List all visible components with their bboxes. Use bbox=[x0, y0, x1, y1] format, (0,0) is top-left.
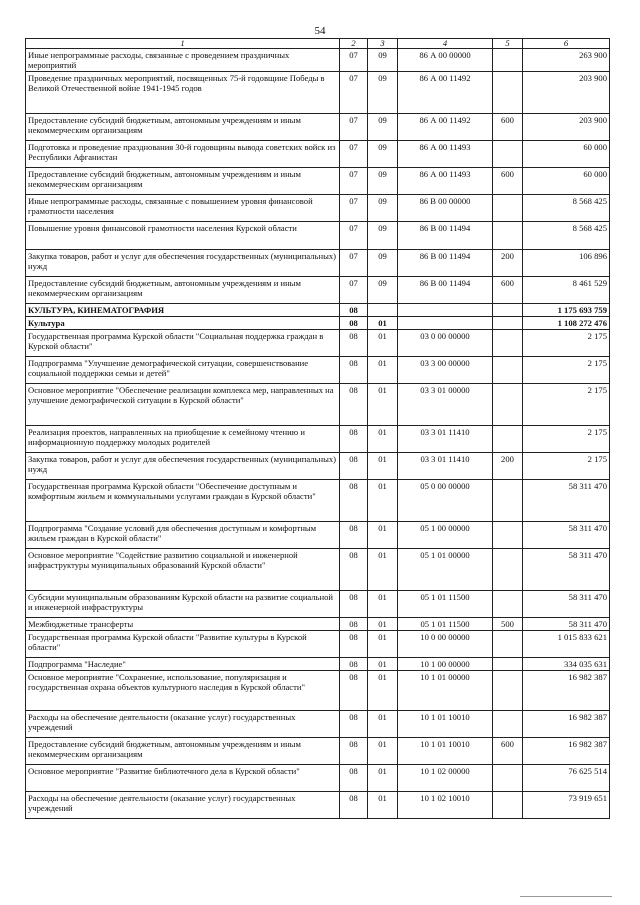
table-row bbox=[26, 671, 610, 711]
row-section: 07 bbox=[340, 195, 368, 222]
row-target-article: 05 1 01 11500 bbox=[398, 591, 493, 618]
row-expense-type: 600 bbox=[493, 277, 523, 304]
row-target-article: 86 А 00 00000 bbox=[398, 49, 493, 72]
row-expense-type bbox=[493, 480, 523, 522]
row-expense-type: 500 bbox=[493, 618, 523, 631]
table-row bbox=[26, 711, 610, 738]
row-amount: 1 108 272 476 bbox=[523, 317, 610, 330]
table-row bbox=[26, 658, 610, 671]
row-target-article: 10 1 01 00000 bbox=[398, 671, 493, 711]
row-subsection bbox=[368, 304, 398, 317]
table-row bbox=[26, 222, 610, 250]
row-name: КУЛЬТУРА, КИНЕМАТОГРАФИЯ bbox=[26, 304, 340, 317]
row-subsection: 01 bbox=[368, 738, 398, 765]
row-expense-type: 600 bbox=[493, 738, 523, 765]
row-name: Предоставление субсидий бюджетным, автономным учреждениям и иным некоммерческим организациям bbox=[26, 168, 340, 195]
row-target-article: 10 1 02 00000 bbox=[398, 765, 493, 792]
row-subsection: 09 bbox=[368, 114, 398, 141]
row-section: 07 bbox=[340, 114, 368, 141]
row-subsection: 09 bbox=[368, 195, 398, 222]
row-amount: 58 311 470 bbox=[523, 549, 610, 591]
row-expense-type bbox=[493, 222, 523, 250]
row-expense-type bbox=[493, 522, 523, 549]
row-name: Государственная программа Курской области "Социальная поддержка граждан в Курской области" bbox=[26, 330, 340, 357]
table-row bbox=[26, 480, 610, 522]
row-target-article: 05 1 00 00000 bbox=[398, 522, 493, 549]
row-subsection: 01 bbox=[368, 480, 398, 522]
row-subsection: 01 bbox=[368, 317, 398, 330]
row-amount: 263 900 bbox=[523, 49, 610, 72]
row-expense-type bbox=[493, 711, 523, 738]
row-section: 08 bbox=[340, 317, 368, 330]
row-name: Предоставление субсидий бюджетным, автономным учреждениям и иным некоммерческим организациям bbox=[26, 114, 340, 141]
row-section: 08 bbox=[340, 549, 368, 591]
row-section: 08 bbox=[340, 765, 368, 792]
table-header-row bbox=[26, 39, 610, 49]
row-subsection: 01 bbox=[368, 357, 398, 384]
row-target-article: 86 В 00 11494 bbox=[398, 250, 493, 277]
row-amount: 16 982 387 bbox=[523, 711, 610, 738]
row-amount: 334 035 631 bbox=[523, 658, 610, 671]
column-header-2: 2 bbox=[340, 39, 368, 49]
table-row bbox=[26, 384, 610, 426]
row-name: Межбюджетные трансферты bbox=[26, 618, 340, 631]
row-expense-type bbox=[493, 591, 523, 618]
row-name: Иные непрограммные расходы, связанные с повышением уровня финансовой грамотности населения bbox=[26, 195, 340, 222]
row-expense-type bbox=[493, 195, 523, 222]
row-amount: 58 311 470 bbox=[523, 522, 610, 549]
row-name: Закупка товаров, работ и услуг для обеспечения государственных (муниципальных) нужд bbox=[26, 453, 340, 480]
row-name: Подпрограмма "Улучшение демографической ситуации, совершенствование социальной поддержки семьи и детей" bbox=[26, 357, 340, 384]
row-section: 08 bbox=[340, 631, 368, 658]
row-section: 07 bbox=[340, 250, 368, 277]
row-subsection: 01 bbox=[368, 591, 398, 618]
table-row bbox=[26, 591, 610, 618]
row-section: 08 bbox=[340, 658, 368, 671]
row-section: 08 bbox=[340, 304, 368, 317]
table-row bbox=[26, 277, 610, 304]
row-section: 08 bbox=[340, 522, 368, 549]
row-subsection: 09 bbox=[368, 49, 398, 72]
row-section: 07 bbox=[340, 277, 368, 304]
table-row bbox=[26, 792, 610, 819]
row-subsection: 09 bbox=[368, 72, 398, 114]
row-target-article: 03 3 01 11410 bbox=[398, 426, 493, 453]
row-section: 07 bbox=[340, 141, 368, 168]
table-row bbox=[26, 49, 610, 72]
table-row bbox=[26, 195, 610, 222]
row-name: Подпрограмма "Наследие" bbox=[26, 658, 340, 671]
row-section: 08 bbox=[340, 357, 368, 384]
row-amount: 2 175 bbox=[523, 330, 610, 357]
row-expense-type bbox=[493, 426, 523, 453]
row-expense-type bbox=[493, 304, 523, 317]
row-subsection: 01 bbox=[368, 549, 398, 591]
column-header-6: 6 bbox=[523, 39, 610, 49]
row-amount: 58 311 470 bbox=[523, 591, 610, 618]
row-amount: 2 175 bbox=[523, 384, 610, 426]
table-row bbox=[26, 549, 610, 591]
row-target-article: 03 3 01 11410 bbox=[398, 453, 493, 480]
row-name: Иные непрограммные расходы, связанные с проведением праздничных мероприятий bbox=[26, 49, 340, 72]
row-expense-type bbox=[493, 792, 523, 819]
row-amount: 16 982 387 bbox=[523, 738, 610, 765]
row-expense-type bbox=[493, 658, 523, 671]
row-target-article bbox=[398, 317, 493, 330]
table-row bbox=[26, 250, 610, 277]
row-subsection: 01 bbox=[368, 384, 398, 426]
row-target-article: 86 А 00 11493 bbox=[398, 168, 493, 195]
row-amount: 2 175 bbox=[523, 357, 610, 384]
row-subsection: 01 bbox=[368, 658, 398, 671]
row-name: Подпрограмма "Создание условий для обеспечения доступным и комфортным жильем граждан в Курской области" bbox=[26, 522, 340, 549]
column-header-1: 1 bbox=[26, 39, 340, 49]
row-section: 08 bbox=[340, 618, 368, 631]
table-row bbox=[26, 72, 610, 114]
row-section: 08 bbox=[340, 711, 368, 738]
row-amount: 58 311 470 bbox=[523, 480, 610, 522]
row-expense-type bbox=[493, 671, 523, 711]
row-expense-type bbox=[493, 72, 523, 114]
row-subsection: 01 bbox=[368, 618, 398, 631]
row-subsection: 01 bbox=[368, 453, 398, 480]
column-header-3: 3 bbox=[368, 39, 398, 49]
row-subsection: 01 bbox=[368, 522, 398, 549]
row-name: Реализация проектов, направленных на приобщение к семейному чтению и информационную поддержку молодых родителей bbox=[26, 426, 340, 453]
row-amount: 203 900 bbox=[523, 72, 610, 114]
row-name: Подготовка и проведение празднования 30-й годовщины вывода советских войск из Республики Афганистан bbox=[26, 141, 340, 168]
row-target-article: 05 1 01 00000 bbox=[398, 549, 493, 591]
row-target-article: 03 3 00 00000 bbox=[398, 357, 493, 384]
table-row bbox=[26, 168, 610, 195]
row-section: 07 bbox=[340, 49, 368, 72]
footer-line bbox=[520, 896, 612, 897]
row-subsection: 01 bbox=[368, 426, 398, 453]
row-section: 08 bbox=[340, 384, 368, 426]
row-name: Основное мероприятие "Обеспечение реализации комплекса мер, направленных на улучшение демографической ситуации в Курской области" bbox=[26, 384, 340, 426]
row-subsection: 09 bbox=[368, 141, 398, 168]
row-amount: 73 919 651 bbox=[523, 792, 610, 819]
row-name: Государственная программа Курской области "Обеспечение доступным и комфортным жильем и коммунальными услугами граждан в Курской области" bbox=[26, 480, 340, 522]
row-subsection: 01 bbox=[368, 792, 398, 819]
row-amount: 8 461 529 bbox=[523, 277, 610, 304]
row-amount: 106 896 bbox=[523, 250, 610, 277]
table-row bbox=[26, 114, 610, 141]
row-section: 07 bbox=[340, 168, 368, 195]
row-amount: 203 900 bbox=[523, 114, 610, 141]
page-number: 54 bbox=[314, 25, 326, 37]
row-subsection: 01 bbox=[368, 765, 398, 792]
row-target-article: 86 А 00 11492 bbox=[398, 114, 493, 141]
row-amount: 58 311 470 bbox=[523, 618, 610, 631]
row-expense-type: 200 bbox=[493, 250, 523, 277]
row-target-article: 05 0 00 00000 bbox=[398, 480, 493, 522]
row-name: Предоставление субсидий бюджетным, автономным учреждениям и иным некоммерческим организациям bbox=[26, 277, 340, 304]
row-section: 08 bbox=[340, 738, 368, 765]
row-name: Культура bbox=[26, 317, 340, 330]
row-name: Основное мероприятие "Содействие развитию социальной и инженерной инфраструктуры муниципальных образований Курской области" bbox=[26, 549, 340, 591]
row-expense-type bbox=[493, 330, 523, 357]
row-target-article bbox=[398, 304, 493, 317]
row-amount: 60 000 bbox=[523, 168, 610, 195]
row-expense-type bbox=[493, 765, 523, 792]
row-expense-type bbox=[493, 49, 523, 72]
row-expense-type bbox=[493, 317, 523, 330]
row-expense-type: 200 bbox=[493, 453, 523, 480]
row-name: Расходы на обеспечение деятельности (оказание услуг) государственных учреждений bbox=[26, 711, 340, 738]
row-expense-type bbox=[493, 631, 523, 658]
row-name: Государственная программа Курской области "Развитие культуры в Курской области" bbox=[26, 631, 340, 658]
row-target-article: 10 0 00 00000 bbox=[398, 631, 493, 658]
row-amount: 1 175 693 759 bbox=[523, 304, 610, 317]
column-header-5: 5 bbox=[493, 39, 523, 49]
row-amount: 60 000 bbox=[523, 141, 610, 168]
row-section: 07 bbox=[340, 72, 368, 114]
budget-table bbox=[25, 38, 610, 819]
row-subsection: 01 bbox=[368, 330, 398, 357]
table-row bbox=[26, 631, 610, 658]
row-amount: 2 175 bbox=[523, 453, 610, 480]
row-name: Повышение уровня финансовой грамотности населения Курской области bbox=[26, 222, 340, 250]
row-expense-type bbox=[493, 141, 523, 168]
table-row bbox=[26, 453, 610, 480]
table-row bbox=[26, 330, 610, 357]
row-subsection: 01 bbox=[368, 631, 398, 658]
row-target-article: 10 1 02 10010 bbox=[398, 792, 493, 819]
row-target-article: 86 В 00 00000 bbox=[398, 195, 493, 222]
row-subsection: 09 bbox=[368, 168, 398, 195]
table-row bbox=[26, 618, 610, 631]
row-target-article: 10 1 01 10010 bbox=[398, 711, 493, 738]
row-name: Закупка товаров, работ и услуг для обеспечения государственных (муниципальных) нужд bbox=[26, 250, 340, 277]
row-name: Основное мероприятие "Развитие библиотечного дела в Курской области" bbox=[26, 765, 340, 792]
row-name: Предоставление субсидий бюджетным, автономным учреждениям и иным некоммерческим организациям bbox=[26, 738, 340, 765]
row-expense-type: 600 bbox=[493, 168, 523, 195]
row-name: Расходы на обеспечение деятельности (оказание услуг) государственных учреждений bbox=[26, 792, 340, 819]
row-target-article: 86 В 00 11494 bbox=[398, 222, 493, 250]
row-subsection: 09 bbox=[368, 222, 398, 250]
table-row bbox=[26, 426, 610, 453]
row-section: 08 bbox=[340, 792, 368, 819]
row-section: 08 bbox=[340, 591, 368, 618]
row-amount: 1 015 833 621 bbox=[523, 631, 610, 658]
row-target-article: 05 1 01 11500 bbox=[398, 618, 493, 631]
row-target-article: 10 1 01 10010 bbox=[398, 738, 493, 765]
row-expense-type bbox=[493, 384, 523, 426]
row-target-article: 86 А 00 11493 bbox=[398, 141, 493, 168]
row-subsection: 09 bbox=[368, 277, 398, 304]
row-expense-type bbox=[493, 549, 523, 591]
row-amount: 2 175 bbox=[523, 426, 610, 453]
row-amount: 8 568 425 bbox=[523, 195, 610, 222]
row-subsection: 01 bbox=[368, 671, 398, 711]
row-amount: 76 625 514 bbox=[523, 765, 610, 792]
table-row bbox=[26, 141, 610, 168]
row-subsection: 01 bbox=[368, 711, 398, 738]
row-target-article: 03 0 00 00000 bbox=[398, 330, 493, 357]
table-row bbox=[26, 357, 610, 384]
row-subsection: 09 bbox=[368, 250, 398, 277]
column-header-4: 4 bbox=[398, 39, 493, 49]
row-amount: 16 982 387 bbox=[523, 671, 610, 711]
table-row bbox=[26, 522, 610, 549]
row-expense-type: 600 bbox=[493, 114, 523, 141]
row-section: 07 bbox=[340, 222, 368, 250]
row-section: 08 bbox=[340, 671, 368, 711]
row-target-article: 03 3 01 00000 bbox=[398, 384, 493, 426]
table-row bbox=[26, 738, 610, 765]
table-row bbox=[26, 304, 610, 317]
row-target-article: 10 1 00 00000 bbox=[398, 658, 493, 671]
table-body bbox=[26, 49, 610, 819]
row-section: 08 bbox=[340, 480, 368, 522]
row-section: 08 bbox=[340, 330, 368, 357]
row-name: Проведение праздничных мероприятий, посвященных 75-й годовщине Победы в Великой Отечественной войне 1941-1945 годов bbox=[26, 72, 340, 114]
row-amount: 8 568 425 bbox=[523, 222, 610, 250]
row-target-article: 86 В 00 11494 bbox=[398, 277, 493, 304]
row-name: Субсидии муниципальным образованиям Курской области на развитие социальной и инженерной инфраструктуры bbox=[26, 591, 340, 618]
table-row bbox=[26, 317, 610, 330]
row-expense-type bbox=[493, 357, 523, 384]
row-section: 08 bbox=[340, 426, 368, 453]
row-target-article: 86 А 00 11492 bbox=[398, 72, 493, 114]
table-row bbox=[26, 765, 610, 792]
row-name: Основное мероприятие "Сохранение, использование, популяризация и государственная охрана объектов культурного наследия в Курской области" bbox=[26, 671, 340, 711]
row-section: 08 bbox=[340, 453, 368, 480]
